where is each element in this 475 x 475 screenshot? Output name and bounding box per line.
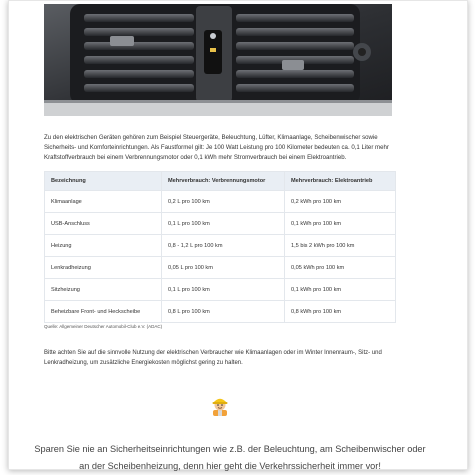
table-source: Quelle: Allgemeiner Deutscher Automobil-Club e.V. (ADAC)	[44, 324, 163, 329]
table-row	[45, 301, 396, 323]
table-cell: 0,1 L pro 100 km	[162, 279, 285, 301]
note-paragraph: Bitte achten Sie auf die sinnvolle Nutzung der elektrischen Verbraucher wie Klimaanlagen oder im Winter Innenraum-, Sitz- und Lenkradheizung, um zusätzliche Energiekosten möglichst gering zu halten.	[44, 350, 382, 366]
car-air-vent-photo	[44, 4, 392, 116]
table-cell: 0,8 kWh pro 100 km	[285, 301, 396, 323]
table-cell: 0,2 kWh pro 100 km	[285, 191, 396, 213]
table-row	[45, 235, 396, 257]
table-row	[45, 279, 396, 301]
intro-paragraph: Zu den elektrischen Geräten gehören zum Beispiel Steuergeräte, Beleuchtung, Lüfter, Klimaanlage, Scheibenwischer sowie Sicherheits- und Komforteinrichtungen. Als Faustformel gilt: Je 100 Watt Leistung pro 100 Kilometer bedeuten ca. 0,1 Liter mehr Kraftstoffverbrauch bei einem Verbrennungsmotor oder 0,1 kWh mehr Stromverbrauch bei einem Elektroantrieb.	[44, 134, 389, 162]
safety-tip: Sparen Sie nie an Sicherheitseinrichtungen wie z.B. der Beleuchtung, am Scheibenwischer oder an der Scheibenheizung, denn hier geht die Verkehrssicherheit immer vor!	[34, 444, 426, 472]
table-cell: 0,8 L pro 100 km	[162, 301, 285, 323]
table-cell: Klimaanlage	[45, 191, 162, 213]
table-row	[45, 191, 396, 213]
consumption-table	[44, 171, 396, 323]
table-cell: 0,1 kWh pro 100 km	[285, 279, 396, 301]
table-cell: USB-Anschluss	[45, 213, 162, 235]
column-header: Mehrverbrauch: Verbrennungsmotor	[162, 172, 285, 191]
table-header-row	[45, 172, 396, 191]
table-cell: 0,05 kWh pro 100 km	[285, 257, 396, 279]
table-cell: Lenkradheizung	[45, 257, 162, 279]
table-cell: 0,8 - 1,2 L pro 100 km	[162, 235, 285, 257]
table-cell: 0,05 L pro 100 km	[162, 257, 285, 279]
construction-worker-icon	[210, 394, 230, 416]
table-cell: Heizung	[45, 235, 162, 257]
column-header: Bezeichnung	[45, 172, 162, 191]
table-cell: 1,5 bis 2 kWh pro 100 km	[285, 235, 396, 257]
column-header: Mehrverbrauch: Elektroantrieb	[285, 172, 396, 191]
table-cell: Sitzheizung	[45, 279, 162, 301]
table-cell: 0,1 kWh pro 100 km	[285, 213, 396, 235]
table-row	[45, 213, 396, 235]
table-cell: 0,2 L pro 100 km	[162, 191, 285, 213]
table-cell: 0,1 L pro 100 km	[162, 213, 285, 235]
table-row	[45, 257, 396, 279]
table-cell: Beheizbare Front- und Heckscheibe	[45, 301, 162, 323]
